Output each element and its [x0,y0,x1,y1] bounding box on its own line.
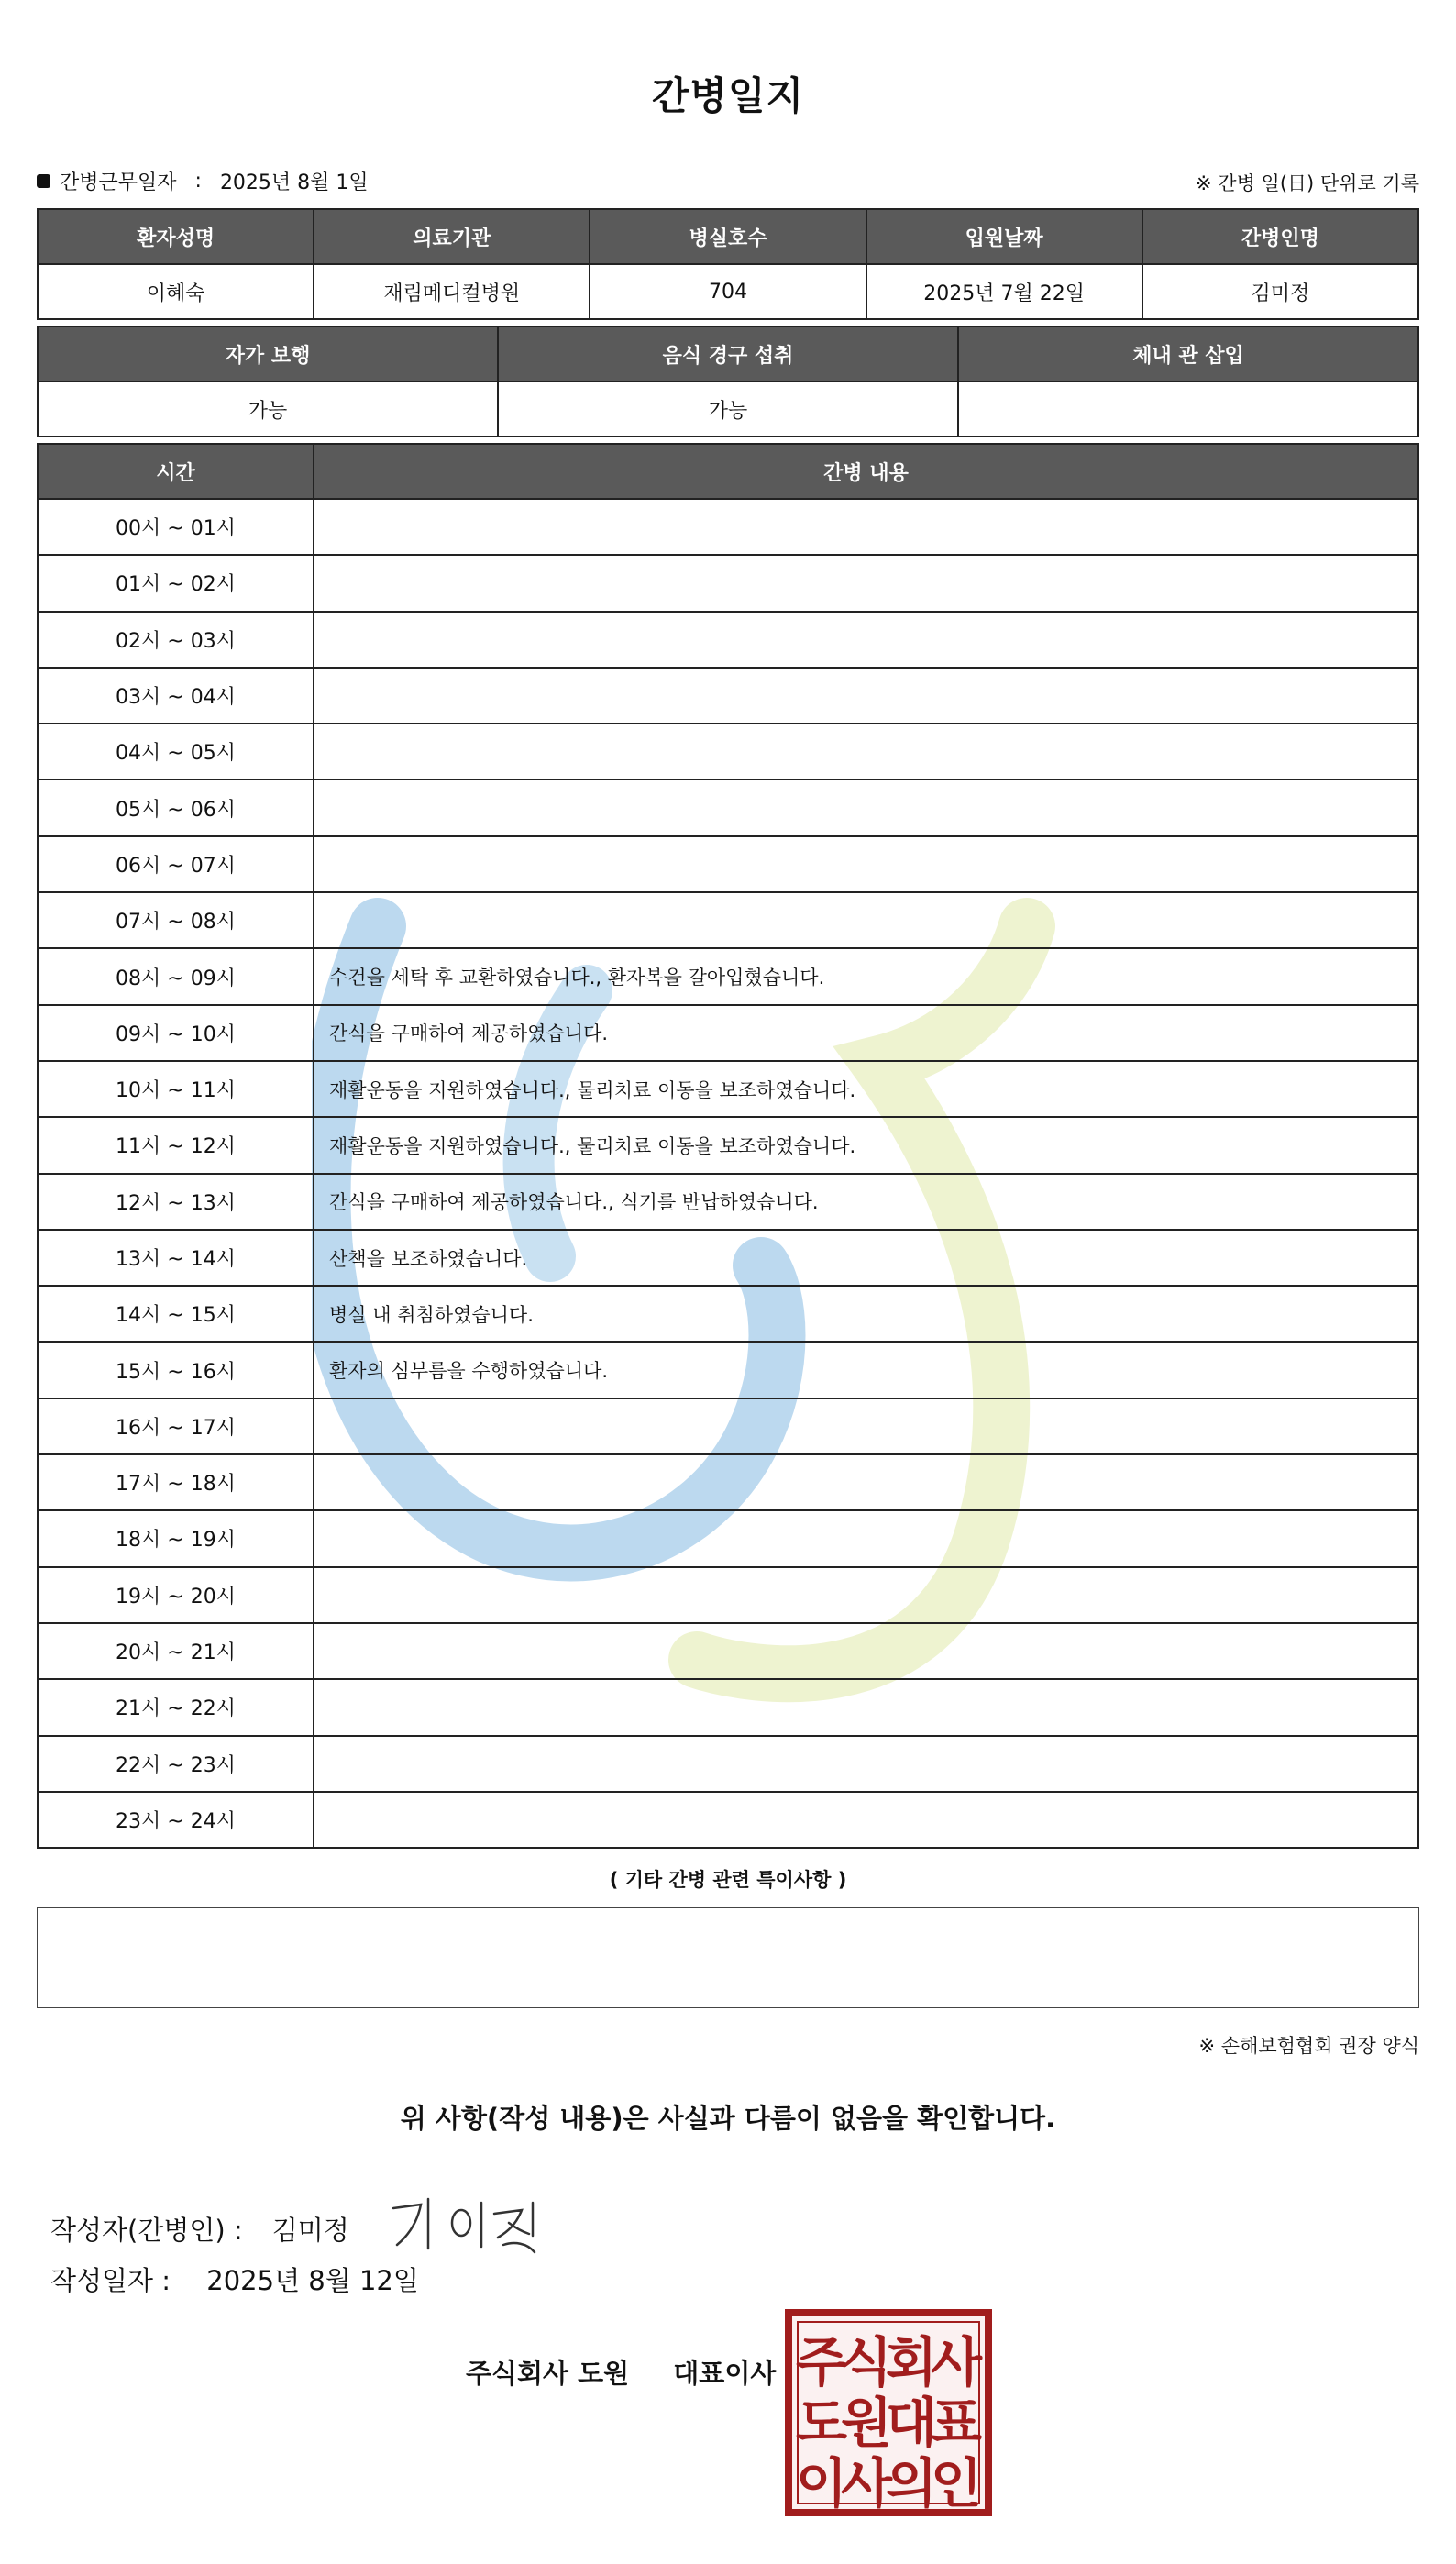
time-slot: 06시 ~ 07시 [38,836,314,892]
source-note: ※ 손해보험협회 권장 양식 [1198,2035,1419,2057]
time-slot: 04시 ~ 05시 [38,724,314,779]
company-seal-stamp [785,2309,992,2516]
care-content [314,1398,1418,1454]
header-hospital: 의료기관 [314,209,590,264]
header-caregiver-name: 간병인명 [1142,209,1418,264]
header-tube-insertion: 체내 관 삽입 [958,326,1418,381]
time-slot: 18시 ~ 19시 [38,1510,314,1566]
time-slot: 09시 ~ 10시 [38,1005,314,1061]
table-row [38,1623,1418,1679]
table-row [38,779,1418,835]
time-slot: 20시 ~ 21시 [38,1623,314,1679]
care-content [314,1567,1418,1623]
care-content: 수건을 세탁 후 교환하였습니다., 환자복을 갈아입혔습니다. [314,948,1418,1004]
header-admission-date: 입원날짜 [866,209,1142,264]
notes-title: ( 기타 간병 관련 특이사항 ) [609,1869,847,1891]
written-date-line [50,2260,419,2298]
care-content: 환자의 심부름을 수행하였습니다. [314,1342,1418,1398]
confirmation-statement: 위 사항(작성 내용)은 사실과 다름이 없음을 확인합니다. [400,2103,1056,2134]
time-slot: 02시 ~ 03시 [38,612,314,668]
work-date-line [37,167,369,195]
header-time: 시간 [38,444,314,499]
time-slot: 01시 ~ 02시 [38,555,314,611]
seal-character: 표 [930,2392,983,2454]
hospital-name: 재림메디컬병원 [314,264,590,319]
time-slot: 00시 ~ 01시 [38,499,314,555]
time-slot: 15시 ~ 16시 [38,1342,314,1398]
unit-note: ※ 간병 일(日) 단위로 기록 [1196,172,1419,194]
care-content [314,1623,1418,1679]
care-content: 병실 내 취침하였습니다. [314,1286,1418,1342]
table-row [38,1679,1418,1735]
table-row [38,1454,1418,1510]
table-row [38,1286,1418,1342]
time-slot: 19시 ~ 20시 [38,1567,314,1623]
representative-title: 대표이사 [673,2358,777,2389]
seal-character: 주 [795,2331,848,2393]
table-row [38,1005,1418,1061]
header-care-content: 간병 내용 [314,444,1418,499]
tube-insertion-value [958,381,1418,437]
seal-character: 의 [885,2452,938,2514]
time-slot: 23시 ~ 24시 [38,1792,314,1848]
table-row [38,948,1418,1004]
time-slot: 07시 ~ 08시 [38,892,314,948]
care-content: 간식을 구매하여 제공하였습니다., 식기를 반납하였습니다. [314,1174,1418,1230]
writer-line [50,2192,551,2265]
seal-character: 사 [930,2331,983,2393]
care-content [314,1792,1418,1848]
caregiver-name: 김미정 [1142,264,1418,319]
patient-status-table [37,326,1419,437]
care-content [314,668,1418,724]
work-date-label: 간병근무일자 [60,171,177,194]
care-content: 재활운동을 지원하였습니다., 물리치료 이동을 보조하였습니다. [314,1117,1418,1173]
time-slot: 22시 ~ 23시 [38,1736,314,1792]
table-row [38,1736,1418,1792]
table-row [38,1398,1418,1454]
time-slot: 21시 ~ 22시 [38,1679,314,1735]
bullet-square-icon [37,174,50,188]
care-content [314,836,1418,892]
table-row [38,1342,1418,1398]
writer-name: 김미정 [271,2214,349,2246]
work-date-value: 2025년 8월 1일 [219,171,369,194]
patient-info-table [37,208,1419,320]
care-content [314,779,1418,835]
header-oral-intake: 음식 경구 섭취 [498,326,958,381]
time-slot: 12시 ~ 13시 [38,1174,314,1230]
care-content [314,1454,1418,1510]
table-row [38,1061,1418,1117]
seal-character: 회 [885,2331,938,2393]
seal-character: 사 [840,2452,893,2514]
oral-intake-value: 가능 [498,381,958,437]
header-self-walking: 자가 보행 [38,326,498,381]
self-walking-value: 가능 [38,381,498,437]
table-row [38,499,1418,555]
time-slot: 10시 ~ 11시 [38,1061,314,1117]
care-content [314,612,1418,668]
table-row [38,555,1418,611]
care-content [314,1510,1418,1566]
time-slot: 14시 ~ 15시 [38,1286,314,1342]
written-date-label: 작성일자 : [50,2265,171,2296]
care-content [314,892,1418,948]
seal-character: 식 [840,2331,893,2393]
table-row [38,724,1418,779]
table-row [38,1174,1418,1230]
seal-character: 이 [795,2452,848,2514]
admission-date: 2025년 7월 22일 [866,264,1142,319]
time-slot: 16시 ~ 17시 [38,1398,314,1454]
written-date-value: 2025년 8월 12일 [206,2265,419,2296]
time-slot: 13시 ~ 14시 [38,1230,314,1286]
care-content [314,499,1418,555]
time-slot: 03시 ~ 04시 [38,668,314,724]
care-content [314,1679,1418,1735]
care-content: 간식을 구매하여 제공하였습니다. [314,1005,1418,1061]
care-content [314,1736,1418,1792]
time-slot: 08시 ~ 09시 [38,948,314,1004]
handwritten-signature [386,2192,551,2265]
table-row [38,836,1418,892]
time-slot: 11시 ~ 12시 [38,1117,314,1173]
notes-box [37,1907,1419,2008]
room-number: 704 [590,264,866,319]
table-row [38,1510,1418,1566]
table-row [38,1117,1418,1173]
table-row [38,668,1418,724]
company-name: 주식회사 도원 [466,2358,630,2389]
seal-character: 원 [840,2392,893,2454]
work-date-colon: : [194,170,202,193]
seal-character: 대 [885,2392,938,2454]
table-row [38,612,1418,668]
care-content [314,555,1418,611]
care-log-table [37,443,1419,1849]
care-content: 산책을 보조하였습니다. [314,1230,1418,1286]
table-row [38,892,1418,948]
writer-label: 작성자(간병인) : [50,2214,243,2246]
company-line [466,2353,776,2391]
seal-character: 인 [930,2452,983,2514]
table-row [38,1230,1418,1286]
table-row [38,1792,1418,1848]
time-slot: 05시 ~ 06시 [38,779,314,835]
care-content [314,724,1418,779]
seal-character: 도 [795,2392,848,2454]
header-patient-name: 환자성명 [38,209,314,264]
header-room: 병실호수 [590,209,866,264]
time-slot: 17시 ~ 18시 [38,1454,314,1510]
patient-name: 이혜숙 [38,264,314,319]
care-content: 재활운동을 지원하였습니다., 물리치료 이동을 보조하였습니다. [314,1061,1418,1117]
table-row [38,1567,1418,1623]
page-title: 간병일지 [651,73,805,118]
